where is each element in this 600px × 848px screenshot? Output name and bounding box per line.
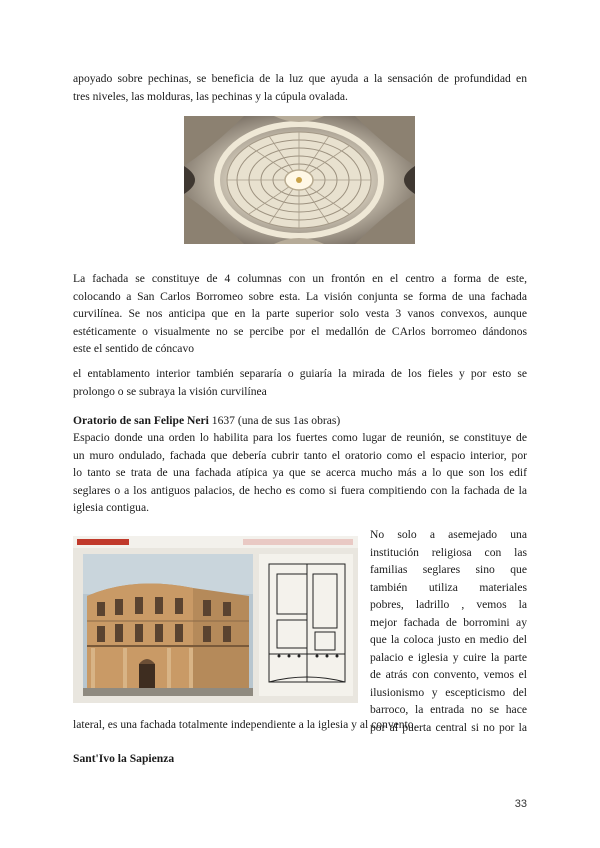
dome-photo-icon [184,116,415,244]
text-line: de atrás con convento, vemos el [370,668,527,681]
text-line: este el sentido de cóncavo [73,342,195,355]
oratorio-photo-plan-icon [73,536,358,703]
page-number: 33 [514,798,527,810]
oratorio-title: Oratorio de san Felipe Neri [73,414,209,427]
text-line: lo tanto se trata de una fachada atípica ya que se acerca mucho más a lo que son los edif [73,466,527,479]
oratorio-subtitle: 1637 (una de sus 1as obras) [208,414,341,427]
text-line: mejor fachada de borromini ay [370,615,527,629]
text-line: un muro ondulado, fachada que debería cubrir tanto el oratorio como el espacio interior, por [73,448,527,462]
oratorio-paragraph [73,429,527,517]
text-line: prolongo o se subraya la visión curvilínea [73,384,267,398]
text-line: que la coloca justo en medio del [370,633,527,646]
text-line: colocando a San Carlos Borromeo sobre esta. La visión conjunta se forma de una fachada [73,289,527,303]
oratorio-image [73,536,358,703]
oratorio-heading [73,412,340,429]
text-line: seglares o a los antiguos palacios, de hecho es como si fuera compitiendo con la fachada de la [73,483,527,497]
text-line: palacio e iglesia y cuire la parte [370,650,527,664]
text-line: barroco, la entrada no se hace [370,703,527,716]
text-line: el entablamento interior también separaría o guiaría la mirada de los fieles y por esto se [73,367,527,380]
text-line: iglesia contigua. [73,501,149,514]
santivo-title: Sant'Ivo la Sapienza [73,752,175,765]
intro-paragraph [73,70,527,105]
text-line: Espacio donde una orden lo habilita para los fuertes como lugar de reunión, se constituye de [73,431,527,444]
text-line: por al puerta central si no por la [370,720,527,734]
text-line: institución religiosa con las [370,545,527,559]
text-line: pobres, ladrillo , vemos la [370,598,527,611]
text-line: No solo a asemejado una [370,528,527,541]
text-line: también utiliza materiales [370,580,527,594]
text-line: familias seglares sino que [370,563,527,576]
fachada-paragraph [73,270,527,358]
text-line: apoyado sobre pechinas, se beneficia de la luz que ayuda a la sensación de profundidad en [73,72,527,85]
santivo-heading [73,750,174,767]
text-line: tres niveles, las molduras, las pechinas y la cúpula ovalada. [73,89,348,103]
text-line: ilusionismo y escepticismo del [370,685,527,699]
dome-image [184,116,415,244]
entablamento-paragraph [73,365,527,400]
text-line: La fachada se constituye de 4 columnas con un frontón en el centro a forma de este, [73,272,527,285]
side-paragraph [370,526,527,736]
text-line: lateral, es una fachada totalmente independiente a la iglesia y al convento. [73,718,417,731]
continuation-paragraph [73,716,527,734]
text-line: curvilínea. Se nos anticipa que en la parte superior solo vesta 3 vanos convexos, aunque [73,307,527,320]
text-line: estéticamente o visualmente no se percibe por el medallón de CArlos borromeo dándonos [73,324,527,338]
